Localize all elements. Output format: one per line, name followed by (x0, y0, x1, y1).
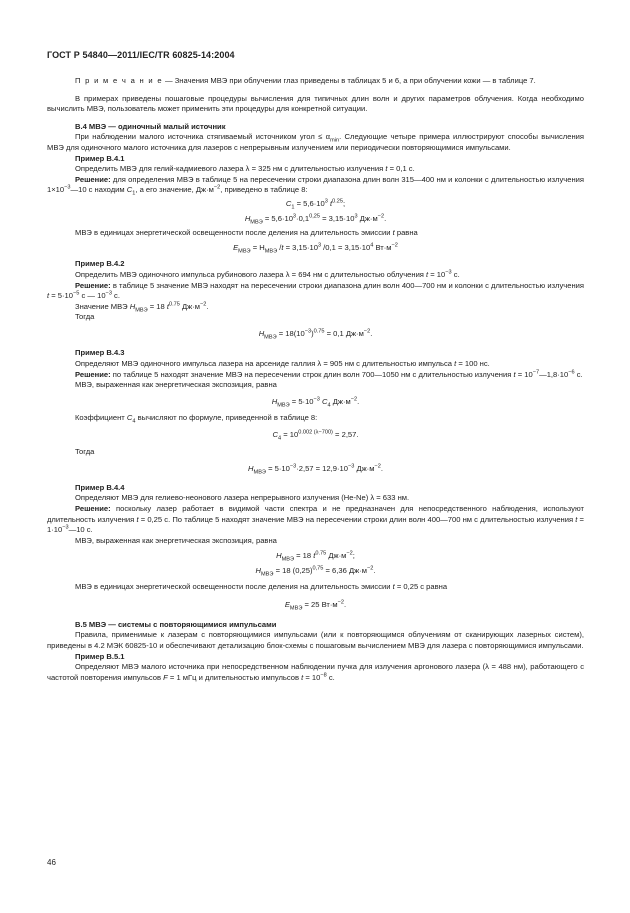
example-b42-value: Значение МВЭ $H_{МВЭ} = 18$ $t^{0.75}$ $Дж\cdot м^{-2}$. (75, 301, 209, 314)
intro-paragraph: В примерах приведены пошаговые процедуры вычисления для типичных длин волн и других параметров облучения. Когда необходимо вычислить МВЭ, пользователь может применить эти процедуры для конкретной ситуации. (47, 93, 584, 114)
note-paragraph: П р и м е ч а н и е — Значения МВЭ при облучении глаз приведены в таблицах 5 и 6, а при облучении кожи — в таблице 7. (75, 76, 536, 85)
example-b43-task: Определяют МВЭ одиночного импульса лазера на арсениде галлия λ = 905 нм с длительностью импульса t = 100 нс. (75, 359, 490, 369)
formula-c1: $C_1 = 5,6\cdot 10^3$ $t^{0.25}$; (285, 198, 346, 211)
formula-h-mve-3: $H_{МВЭ} = 5\cdot 10^{-3}$ $C_4$ $Дж\cdot м^{-2}$. (271, 396, 360, 409)
then-label-1: Тогда (75, 312, 95, 322)
example-b43-title: Пример В.4.3 (75, 348, 125, 358)
example-b41-title: Пример В.4.1 (75, 153, 125, 163)
formula-h-mve-1: $H_{МВЭ} = 5,6\cdot 10^3\cdot 0,1^{0,25} = 3,15\cdot 10^3$ $Дж\cdot м^{-2}$. (244, 213, 387, 226)
example-b51-title: Пример В.5.1 (75, 651, 125, 661)
example-b42-solution: Решение: в таблице 5 значение МВЭ находят на пересечении строки диапазона длин волн 400—700 нм и колонки с длительностью излучения $t = 5\cdot 10^{-5}$ с — $10^{-3}$ с. (47, 280, 584, 301)
example-b41-solution: Решение: для определения МВЭ в таблице 5 на пересечении строки диапазона длин волн 315—400 нм и колонки с длительностью излучения $1\times 10^{-3}—10$ с находим $C_1$, а его значение, $Дж\cdot м^{-2}$, приведено в таблице 8: (47, 174, 584, 197)
formula-e-mve-2: $E_{МВЭ} = 25$ $Вт\cdot м^{-2}$. (284, 599, 347, 612)
example-b43-coefficient: Коэффициент $C_4$ вычисляют по формуле, приведенной в таблице 8: (75, 413, 318, 425)
example-b43-solution: Решение: по таблице 5 находят значение МВЭ на пересечении строк длин волн 700—1050 нм с длительностью излучения $t = 10^{-7}—1,8\cdot 10^{-6}$ с. (75, 369, 583, 379)
example-b44-title: Пример В.4.4 (75, 482, 125, 492)
example-b44-exposure: МВЭ, выраженная как энергетическая экспозиция, равна (75, 535, 277, 545)
b4-paragraph: При наблюдении малого источника стягиваемый источником угол ≤ $\alpha_{min}$. Следующие четыре примера иллюстрируют способы вычисления МВЭ для одиночного малого источника для лазеров с непрерывным излучением или периодически повторяющимися импульсами. (47, 132, 584, 152)
document-header: ГОСТ Р 54840—2011/IEC/TR 60825-14:2004 (47, 50, 235, 60)
section-b5-heading: В.5 МВЭ — системы с повторяющимися импульсами (75, 619, 277, 629)
example-b44-solution: Решение: поскольку лазер работает в видимой части спектра и не предназначен для непосредственного наблюдения, используют длительность излучения t = 0,25 с. По таблице 5 находят значение МВЭ на пересечении строки длин волн 400—700 нм с длительностью излучения $t = 1\cdot 10^{-3}—10$ с. (47, 504, 584, 535)
example-b51-task: Определяют МВЭ малого источника при непосредственном наблюдении пучка для излучения аргонового лазера (λ = 488 нм), работающего с частотой повторения импульсов F = 1 мГц и длительностью импульсов $t = 10^{-8}$ с. (47, 662, 584, 682)
b5-paragraph: Правила, применимые к лазерам с повторяющимися импульсами (или к повторяющимся облучениям от сканирующих лазерных систем), приведены в 4.2 МЭК 60825-10 и обеспечивают детализацию блок-схемы с пошаговым вычислением МВЭ для лазера с повторяющимися импульсами. (47, 630, 584, 650)
page-number: 46 (47, 858, 56, 867)
example-b42-title: Пример В.4.2 (75, 259, 125, 269)
formula-h-mve-6: $H_{МВЭ} = 18$ $(0,25)^{0,75} = 6,36$ $Дж\cdot м^{-2}$. (255, 565, 376, 578)
section-b4-heading: В.4 МВЭ — одиночный малый источник (75, 121, 226, 131)
formula-e-mve-1: $E_{МВЭ} = H_{МВЭ}$ $/t = 3,15\cdot 10^3$ $/0,1 = 3,15\cdot 10^4$ $Вт\cdot м^{-2}$ (233, 242, 398, 255)
example-b44-irradiance: МВЭ в единицах энергетической освещенности после деления на длительность эмиссии t = 0,25 с равна (75, 581, 448, 591)
formula-c4: $C_4 = 10^{0.002 (\lambda-700)} = 2,57$. (272, 429, 359, 442)
example-b43-exposure: МВЭ, выраженная как энергетическая экспозиция, равна (75, 380, 277, 390)
formula-h-mve-4: $H_{МВЭ} = 5\cdot 10^{-3}\cdot 2,57 = 12,9\cdot 10^{-3}$ $Дж\cdot м^{-2}$. (248, 463, 383, 476)
page-body (47, 76, 584, 683)
formula-h-mve-5: $H_{МВЭ} = 18$ $t^{0.75}$ $Дж\cdot м^{-2}$; (276, 550, 355, 563)
example-b44-task: Определяют МВЭ для гелиево-неонового лазера непрерывного излучения (He-Ne) λ = 633 нм. (75, 493, 410, 503)
formula-h-mve-2: $H_{МВЭ} = 18(10^{-3})^{0.75} = 0,1$ $Дж\cdot м^{-2}$. (258, 328, 373, 341)
then-label-2: Тогда (75, 446, 95, 456)
example-b42-task: Определить МВЭ одиночного импульса рубинового лазера λ = 694 нм с длительностью облучения $t = 10^{-3}$ с. (75, 269, 460, 279)
example-b41-irradiance: МВЭ в единицах энергетической освещенности после деления на длительность эмиссии t равна (75, 228, 418, 238)
example-b41-task: Определить МВЭ для гелий-кадмиевого лазера λ = 325 нм с длительностью излучения t = 0,1 с. (75, 164, 415, 174)
